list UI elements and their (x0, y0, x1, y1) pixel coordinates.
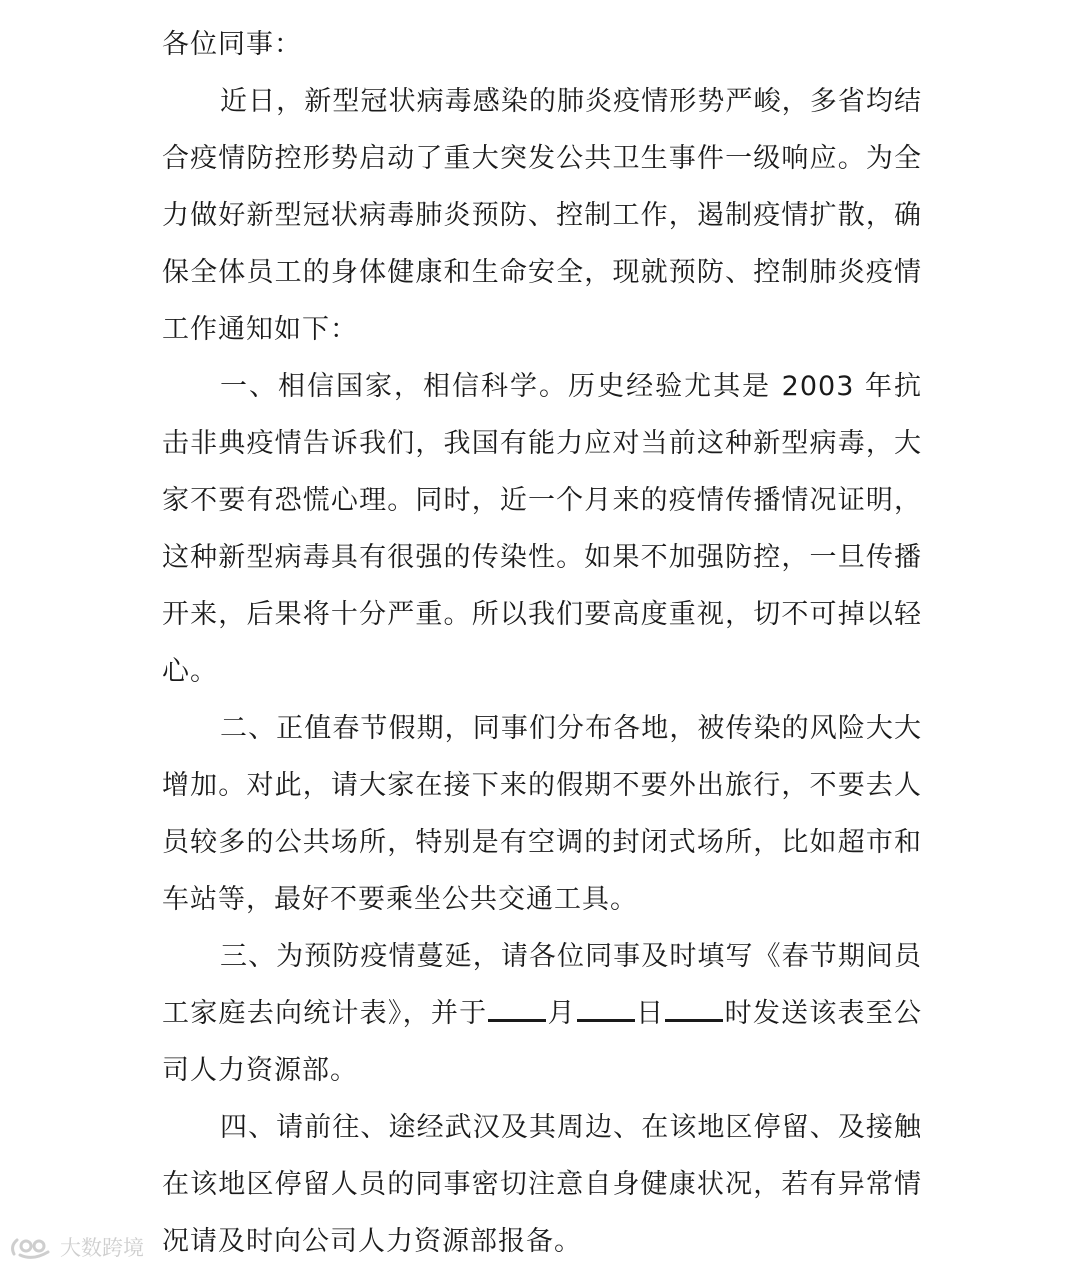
greeting: 各位同事： (162, 29, 302, 60)
hour-blank (665, 1017, 723, 1022)
month-blank (488, 1017, 546, 1022)
item-3-tail: 时发送该表至公司人力资源部。 (162, 998, 923, 1086)
watermark-logo-icon (8, 1234, 54, 1260)
item-2-paragraph: 二、正值春节假期，同事们分布各地，被传染的风险大大增加。对此，请大家在接下来的假期不要外出旅行，不要去人员较多的公共场所，特别是有空调的封闭式场所，比如超市和车站等，最好不要乘坐公共交通工具。 (162, 713, 922, 915)
day-label: 日 (635, 998, 665, 1029)
watermark-text: 大数跨境 (60, 1236, 144, 1260)
notice-document (162, 16, 922, 1270)
item-4-paragraph: 四、请前往、途经武汉及其周边、在该地区停留、及接触在该地区停留人员的同事密切注意自身健康状况，若有异常情况请及时向公司人力资源部报备。 (162, 1112, 922, 1257)
item-1-paragraph: 一、相信国家，相信科学。历史经验尤其是 2003 年抗击非典疫情告诉我们，我国有能力应对当前这种新型病毒，大家不要有恐慌心理。同时，近一个月来的疫情传播情况证明，这种新型病毒具有很强的传染性。如果不加强防控，一旦传播开来，后果将十分严重。所以我们要高度重视，切不可掉以轻心。 (162, 371, 922, 687)
item-3-paragraph (162, 928, 922, 1099)
item-3-text: 三、为预防疫情蔓延，请各位同事及时填写《春节期间员工家庭去向统计表》，并于 (162, 941, 922, 1029)
month-label: 月 (547, 998, 576, 1029)
day-blank (577, 1017, 635, 1022)
intro-paragraph: 近日，新型冠状病毒感染的肺炎疫情形势严峻，多省均结合疫情防控形势启动了重大突发公共卫生事件一级响应。为全力做好新型冠状病毒肺炎预防、控制工作，遏制疫情扩散，确保全体员工的身体健康和生命安全，现就预防、控制肺炎疫情工作通知如下： (162, 86, 922, 345)
watermark (8, 1232, 144, 1262)
